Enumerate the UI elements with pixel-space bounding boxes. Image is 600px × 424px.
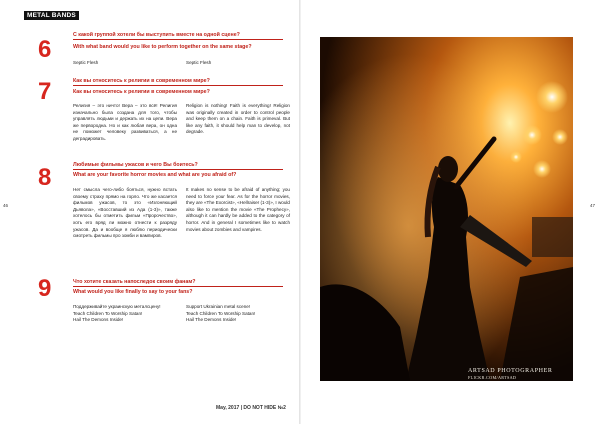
question-en: What would you like finally to say to your fans? [73, 289, 193, 295]
concert-photo-illustration [320, 37, 573, 381]
question-rule [73, 85, 283, 86]
section-tag: METAL BANDS [24, 11, 79, 20]
question-ru: Что хотите сказать напоследок своим фанам? [73, 279, 196, 285]
question-en: Как вы относитесь к религии в современном мире? [73, 89, 210, 95]
question-number: 8 [38, 164, 52, 191]
answer-ru: Нет смысла чего-либо бояться, нужно встать своему страху прямо на горло. Что же касается фильмов ужасов, то это «Изгоняющий Дьявола», «Восставший из Ада (1-3)», также хотелось бы отметить фильм «Пророчество», хоть его вряд ли можно отнести к разряду ужасов. Да и вообще я люблю периодически смотреть фильмы про зомби и вампиров. [73, 187, 177, 239]
answer-line: Hail The Demons Inside! [186, 317, 237, 323]
photo-credit-url: FLICKR.COM/ARTSAD [468, 375, 517, 380]
answer-en-list [186, 304, 290, 324]
question-rule [73, 169, 283, 170]
answer-line: Support Ukrainian metal scene! [186, 304, 251, 309]
page-number-right: 47 [590, 203, 596, 208]
concert-photo [320, 37, 573, 381]
question-ru: С какой группой хотели бы выступить вместе на одной сцене? [73, 32, 240, 38]
answer-line: Teach Children To Worship Satan! [186, 310, 256, 316]
question-number: 7 [38, 78, 52, 105]
question-en: What are your favorite horror movies and what are you afraid of? [73, 172, 237, 178]
spine-divider [299, 0, 301, 424]
question-number: 9 [38, 275, 52, 302]
answer-ru-list [73, 304, 177, 324]
page-number-left: 46 [3, 203, 9, 208]
question-number: 6 [38, 36, 52, 63]
answer-en: Septic Flesh [186, 60, 212, 65]
answer-line: Teach Children To Worship Satan! [73, 310, 143, 316]
question-rule [73, 286, 283, 287]
answer-ru: Религия – это ничто! Вера – это всё! Религия изначально была создана для того, чтобы управлять людьми и держать их на цепи. Вера же первородна. Но и как любая вера, он одна не поможет человеку развиваться, а не деградировать. [73, 103, 177, 141]
answer-en: It makes no sense to be afraid of anything; you need to force your fear. As for the horror movies, they are «The Exorcist», «Hellraiser (1-3)», I would also like to mention the movie «The Prophecy», although it can hardly be added to the category of horror. And in general I sometimes like to watch movies about zombies and vampires. [186, 187, 290, 232]
question-rule [73, 39, 283, 40]
answer-en: Religion is nothing! Faith is everything! Religion was originally created in order to control people and keep them on a chain. Faith is primeval. But like any faith, it should help man to develop, not degrade. [186, 103, 290, 135]
photo-credit-name: ARTSAD PHOTOGRAPHER [468, 368, 553, 374]
answer-line: Поддерживайте украинскую металсцену! [73, 304, 161, 309]
answer-line: Hail The Demons Inside! [73, 317, 124, 323]
question-ru: Как вы относитесь к религии в современном мире? [73, 78, 210, 84]
footer-text: May, 2017 | DO NOT HIDE №2 [216, 405, 286, 411]
answer-ru: Septic Flesh [73, 60, 99, 65]
question-en: With what band would you like to perform together on the same stage? [73, 44, 252, 50]
question-ru: Любимые фильмы ужасов и чего Вы боитесь? [73, 162, 198, 168]
